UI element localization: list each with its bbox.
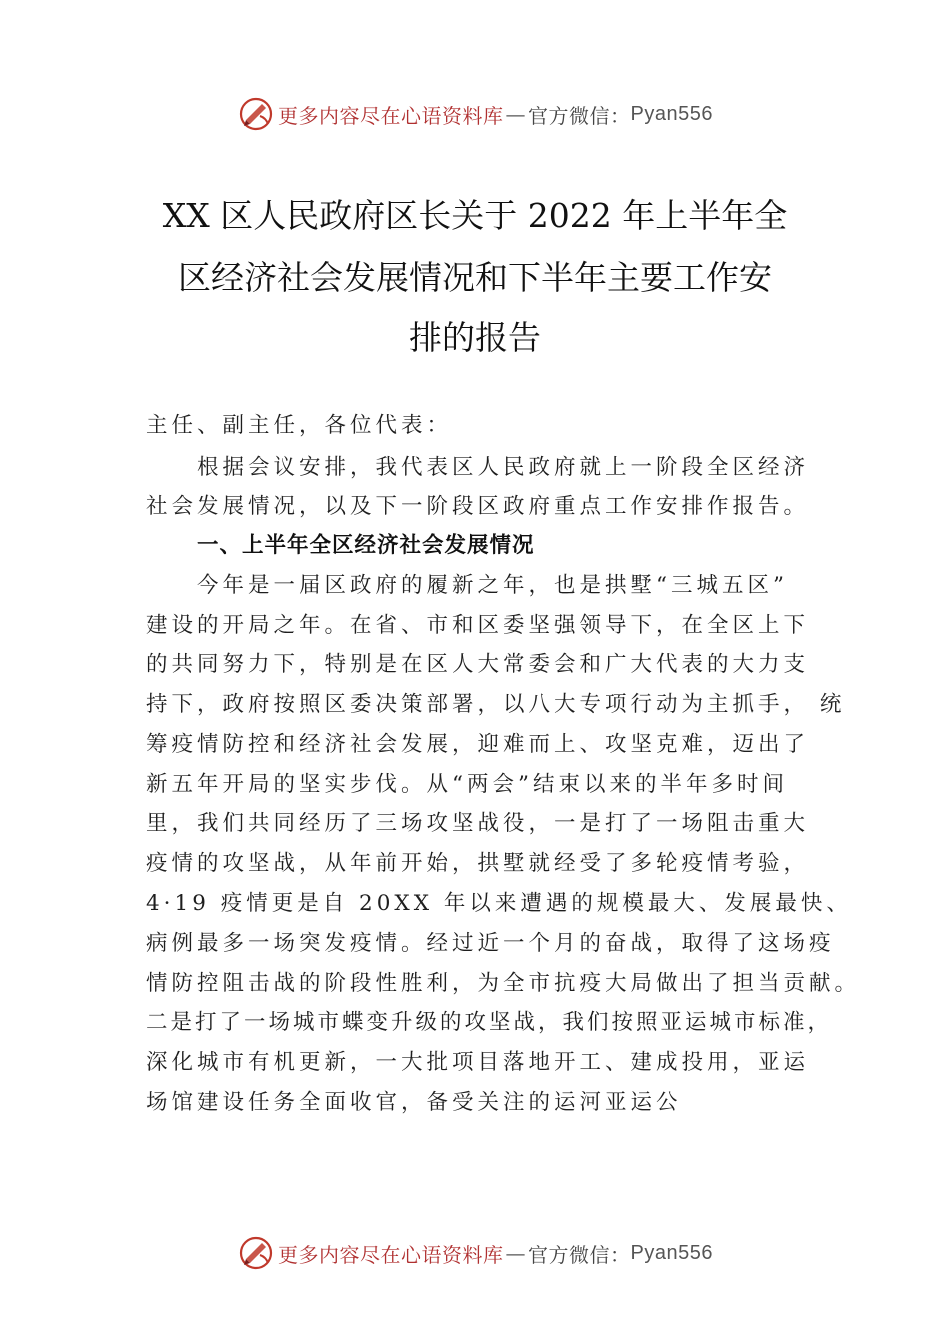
- body-line: 情防控阻击战的阶段性胜利，为全市抗疫大局做出了担当贡献。: [146, 971, 861, 996]
- body-line: 场馆建设任务全面收官，备受关注的运河亚运公: [146, 1090, 682, 1115]
- salutation: 主任、副主任，各位代表：: [146, 413, 453, 438]
- body-line: 筹疫情防控和经济社会发展，迎难而上、攻坚克难，迈出了: [146, 732, 810, 757]
- body-line: 二是打了一场城市蝶变升级的攻坚战，我们按照亚运城市标准，: [146, 1010, 833, 1035]
- pen-logo-icon: [238, 1235, 274, 1271]
- watermark-account: Pyan556: [630, 1241, 713, 1264]
- watermark-wechat-label: 官方微信：: [528, 103, 631, 128]
- body-line: 今年是一届区政府的履新之年，也是拱墅“三城五区”: [197, 573, 788, 598]
- document-title-line-1: XX 区人民政府区长关于 2022 年上半年全: [162, 196, 788, 235]
- body-line: 里，我们共同经历了三场攻坚战役，一是打了一场阻击重大: [146, 811, 810, 836]
- watermark-banner-bottom: [238, 1233, 713, 1273]
- pen-logo-icon: [238, 96, 274, 132]
- body-line: 疫情的攻坚战，从年前开始，拱墅就经受了多轮疫情考验，: [146, 851, 810, 876]
- intro-line-1: 根据会议安排，我代表区人民政府就上一阶段全区经济: [197, 455, 810, 480]
- body-line: 建设的开局之年。在省、市和区委坚强领导下，在全区上下: [146, 613, 810, 638]
- watermark-wechat-label: 官方微信：: [528, 1242, 631, 1267]
- watermark-brand-text: 更多内容尽在心语资料库: [278, 1242, 504, 1267]
- watermark-separator: —: [505, 102, 526, 126]
- body-line: 持下，政府按照区委决策部署，以八大专项行动为主抓手， 统: [146, 692, 846, 717]
- watermark-brand-text: 更多内容尽在心语资料库: [278, 103, 504, 128]
- watermark-separator: —: [505, 1241, 526, 1265]
- body-line: 新五年开局的坚实步伐。从“两会”结束以来的半年多时间: [146, 772, 788, 797]
- body-line: 病例最多一场突发疫情。经过近一个月的奋战，取得了这场疫: [146, 931, 835, 956]
- watermark-account: Pyan556: [630, 102, 713, 125]
- body-line: 4·19 疫情更是自 20XX 年以来遭遇的规模最大、发展最快、: [146, 891, 852, 916]
- intro-line-2: 社会发展情况，以及下一阶段区政府重点工作安排作报告。: [146, 494, 810, 519]
- body-line: 深化城市有机更新，一大批项目落地开工、建成投用，亚运: [146, 1050, 810, 1075]
- body-line: 的共同努力下，特别是在区人大常委会和广大代表的大力支: [146, 652, 810, 677]
- document-title-line-2: 区经济社会发展情况和下半年主要工作安: [178, 258, 772, 297]
- watermark-banner-top: [238, 94, 713, 134]
- section-heading: 一、上半年全区经济社会发展情况: [197, 533, 535, 558]
- document-title-line-3: 排的报告: [409, 318, 541, 357]
